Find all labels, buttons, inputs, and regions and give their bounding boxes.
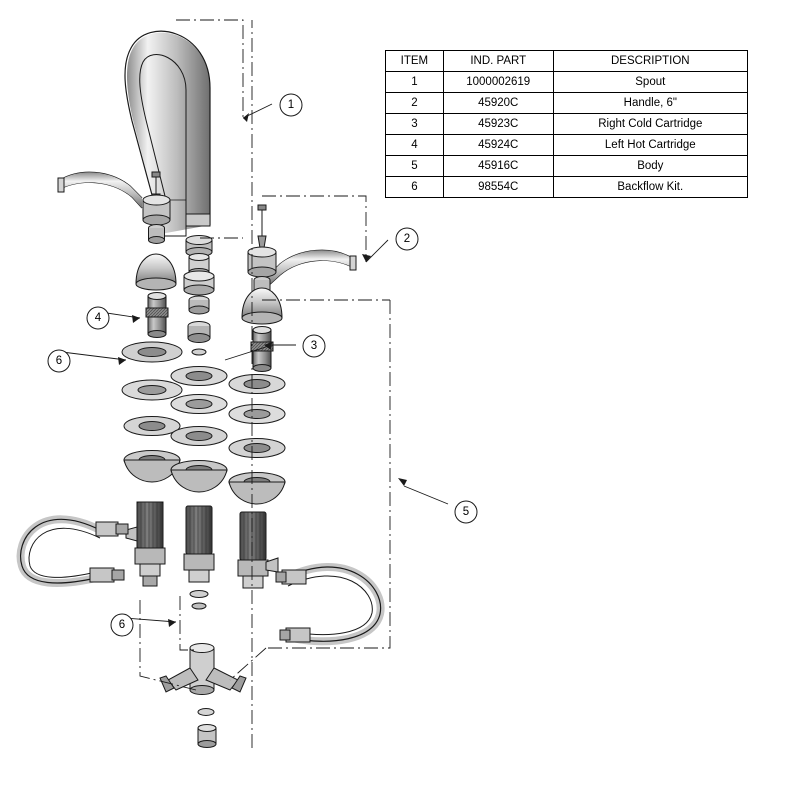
flex-hose-left xyxy=(21,519,128,583)
table-row xyxy=(386,135,748,156)
table-row xyxy=(386,156,748,177)
callout-3: 3 xyxy=(310,340,318,352)
cell-item: 6 xyxy=(386,177,444,198)
callout-6-lower: 6 xyxy=(118,619,126,631)
part-left-hot-cartridge xyxy=(146,293,168,338)
column-header-description: DESCRIPTION xyxy=(553,51,747,72)
cell-description: Left Hot Cartridge xyxy=(553,135,747,156)
valve-body-right xyxy=(238,512,278,588)
cell-item: 4 xyxy=(386,135,444,156)
cell-description: Spout xyxy=(553,72,747,93)
cell-item: 2 xyxy=(386,93,444,114)
part-backflow-tee xyxy=(160,644,246,748)
cell-part: 98554C xyxy=(443,177,553,198)
cell-item: 1 xyxy=(386,72,444,93)
parts-table xyxy=(385,50,748,198)
callout-2: 2 xyxy=(403,233,411,245)
flex-hose-right xyxy=(276,567,381,642)
cell-description: Handle, 6" xyxy=(553,93,747,114)
part-spout xyxy=(125,31,212,275)
cell-description: Backflow Kit. xyxy=(553,177,747,198)
flange-stack-left xyxy=(122,342,182,482)
column-header-part: IND. PART xyxy=(443,51,553,72)
cell-part: 45916C xyxy=(443,156,553,177)
table-row xyxy=(386,177,748,198)
table-header-row xyxy=(386,51,748,72)
valve-body-left xyxy=(126,502,165,586)
table-row xyxy=(386,114,748,135)
cell-part: 1000002619 xyxy=(443,72,553,93)
cell-item: 5 xyxy=(386,156,444,177)
cell-part: 45923C xyxy=(443,114,553,135)
cell-part: 45924C xyxy=(443,135,553,156)
cell-description: Body xyxy=(553,156,747,177)
cell-part: 45920C xyxy=(443,93,553,114)
flange-stack-right xyxy=(229,375,285,505)
cell-item: 3 xyxy=(386,114,444,135)
callout-6-upper: 6 xyxy=(55,355,63,367)
table-row xyxy=(386,72,748,93)
column-header-item: ITEM xyxy=(386,51,444,72)
table-row xyxy=(386,93,748,114)
valve-body-center xyxy=(184,506,214,609)
callout-1: 1 xyxy=(287,99,295,111)
callout-5: 5 xyxy=(462,506,470,518)
cell-description: Right Cold Cartridge xyxy=(553,114,747,135)
callout-4: 4 xyxy=(94,312,102,324)
part-handle-right xyxy=(242,205,356,324)
